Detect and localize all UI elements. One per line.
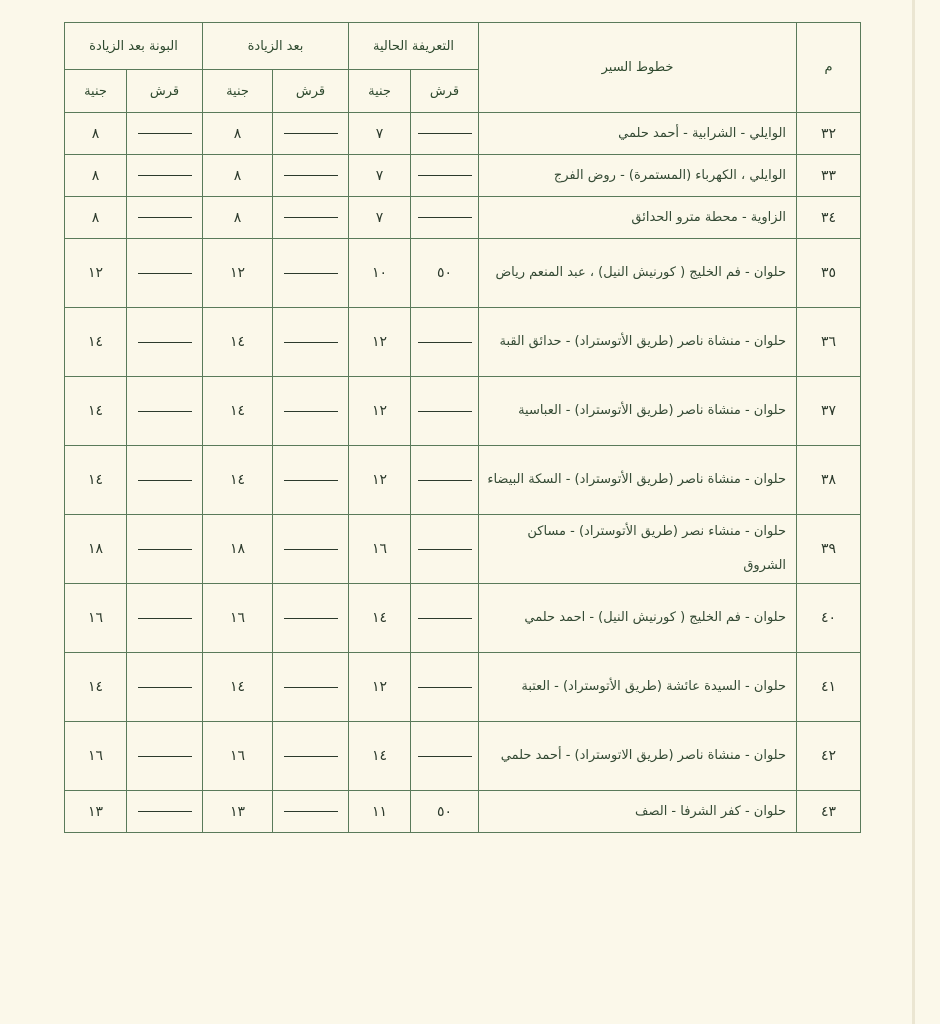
dash-icon: [418, 549, 472, 550]
dash-icon: [138, 811, 192, 812]
dash-icon: [418, 618, 472, 619]
row-serial: ٤٠: [797, 584, 861, 653]
dash-icon: [418, 756, 472, 757]
row-cur-pound: ١١: [349, 791, 411, 833]
dash-icon: [138, 217, 192, 218]
row-cur-qirsh: [411, 722, 479, 791]
table-row: [65, 155, 861, 197]
table-row: [65, 515, 861, 584]
row-cur-qirsh: [411, 584, 479, 653]
row-inc-pound: ٨: [203, 197, 273, 239]
header-increase-piaster: قرش: [273, 70, 349, 113]
row-cp-qirsh: [127, 197, 203, 239]
table-row: [65, 722, 861, 791]
row-inc-qirsh: [273, 791, 349, 833]
row-cp-pound: ١٤: [65, 377, 127, 446]
dash-icon: [284, 549, 338, 550]
dash-icon: [138, 687, 192, 688]
dash-icon: [138, 618, 192, 619]
header-row-1: [65, 23, 861, 70]
dash-icon: [284, 273, 338, 274]
row-cp-pound: ١٤: [65, 308, 127, 377]
row-route: الزاوية - محطة مترو الحدائق: [479, 197, 797, 239]
row-inc-pound: ١٦: [203, 584, 273, 653]
row-inc-pound: ١٢: [203, 239, 273, 308]
row-cp-qirsh: [127, 653, 203, 722]
header-current-piaster: قرش: [411, 70, 479, 113]
header-route: خطوط السير: [479, 23, 797, 113]
header-current-fare: التعريفة الحالية: [349, 23, 479, 70]
dash-icon: [284, 480, 338, 481]
row-cp-pound: ١٦: [65, 722, 127, 791]
dash-icon: [138, 549, 192, 550]
dash-icon: [284, 411, 338, 412]
row-serial: ٣٢: [797, 113, 861, 155]
dash-icon: [418, 480, 472, 481]
page-edge: [912, 0, 915, 1024]
row-cur-pound: ١٢: [349, 377, 411, 446]
dash-icon: [418, 217, 472, 218]
row-cur-pound: ١٠: [349, 239, 411, 308]
table-row: [65, 113, 861, 155]
row-cp-qirsh: [127, 791, 203, 833]
header-serial: م: [797, 23, 861, 113]
row-cur-qirsh: [411, 515, 479, 584]
dash-icon: [284, 756, 338, 757]
header-increase-pound: جنية: [203, 70, 273, 113]
row-cur-qirsh: [411, 113, 479, 155]
row-inc-qirsh: [273, 197, 349, 239]
table-row: [65, 308, 861, 377]
dash-icon: [138, 273, 192, 274]
row-cur-qirsh: [411, 653, 479, 722]
row-cp-pound: ١٤: [65, 446, 127, 515]
row-serial: ٣٣: [797, 155, 861, 197]
row-cur-pound: ١٤: [349, 722, 411, 791]
dash-icon: [138, 411, 192, 412]
row-cur-pound: ١٢: [349, 446, 411, 515]
row-cp-pound: ١٢: [65, 239, 127, 308]
header-after-increase: بعد الزيادة: [203, 23, 349, 70]
dash-icon: [138, 175, 192, 176]
row-cp-pound: ١٨: [65, 515, 127, 584]
row-inc-qirsh: [273, 515, 349, 584]
row-inc-pound: ١٨: [203, 515, 273, 584]
row-cur-pound: ٧: [349, 155, 411, 197]
dash-icon: [418, 342, 472, 343]
row-cp-qirsh: [127, 239, 203, 308]
table-row: [65, 653, 861, 722]
row-inc-pound: ١٤: [203, 446, 273, 515]
row-serial: ٣٩: [797, 515, 861, 584]
row-cp-pound: ١٤: [65, 653, 127, 722]
row-inc-qirsh: [273, 113, 349, 155]
row-cp-qirsh: [127, 446, 203, 515]
row-inc-pound: ١٦: [203, 722, 273, 791]
row-serial: ٣٨: [797, 446, 861, 515]
dash-icon: [138, 756, 192, 757]
row-cp-pound: ٨: [65, 113, 127, 155]
table-row: [65, 584, 861, 653]
table-row: [65, 446, 861, 515]
row-inc-pound: ٨: [203, 113, 273, 155]
dash-icon: [284, 618, 338, 619]
row-route: حلوان - السيدة عائشة (طريق الأتوستراد) - العتبة: [479, 653, 797, 722]
row-inc-qirsh: [273, 584, 349, 653]
row-cur-pound: ١٢: [349, 308, 411, 377]
row-route: حلوان - كفر الشرفا - الصف: [479, 791, 797, 833]
row-route: الوايلي - الشرابية - أحمد حلمي: [479, 113, 797, 155]
row-cur-qirsh: ٥٠: [411, 239, 479, 308]
row-cur-pound: ١٤: [349, 584, 411, 653]
row-cp-qirsh: [127, 155, 203, 197]
row-route: الوايلي ، الكهرباء (المستمرة) - روض الفرج: [479, 155, 797, 197]
row-serial: ٤٢: [797, 722, 861, 791]
dash-icon: [284, 133, 338, 134]
row-cur-pound: ١٦: [349, 515, 411, 584]
dash-icon: [418, 175, 472, 176]
table-body: [65, 113, 861, 833]
row-inc-qirsh: [273, 308, 349, 377]
row-cur-qirsh: [411, 197, 479, 239]
row-cur-pound: ١٢: [349, 653, 411, 722]
dash-icon: [284, 342, 338, 343]
row-inc-qirsh: [273, 155, 349, 197]
row-cp-qirsh: [127, 584, 203, 653]
header-coupon-piaster: قرش: [127, 70, 203, 113]
row-route: حلوان - فم الخليج ( كورنيش النيل) ، عبد المنعم رياض: [479, 239, 797, 308]
row-inc-pound: ١٤: [203, 377, 273, 446]
row-inc-pound: ١٤: [203, 308, 273, 377]
row-cp-qirsh: [127, 377, 203, 446]
row-cp-qirsh: [127, 113, 203, 155]
row-serial: ٤١: [797, 653, 861, 722]
row-cp-qirsh: [127, 308, 203, 377]
table-row: [65, 197, 861, 239]
header-coupon-after-increase: البونة بعد الزيادة: [65, 23, 203, 70]
row-route: حلوان - منشاة ناصر (طريق الأتوستراد) - السكة البيضاء: [479, 446, 797, 515]
row-cur-qirsh: [411, 155, 479, 197]
row-cp-qirsh: [127, 515, 203, 584]
table-row: [65, 377, 861, 446]
dash-icon: [138, 342, 192, 343]
row-cp-pound: ١٦: [65, 584, 127, 653]
row-route: حلوان - منشاة ناصر (طريق الأتوستراد) - العباسية: [479, 377, 797, 446]
row-inc-qirsh: [273, 722, 349, 791]
dash-icon: [138, 480, 192, 481]
table-row: [65, 791, 861, 833]
header-coupon-pound: جنية: [65, 70, 127, 113]
dash-icon: [284, 687, 338, 688]
row-cur-qirsh: ٥٠: [411, 791, 479, 833]
header-current-pound: جنية: [349, 70, 411, 113]
row-serial: ٣٤: [797, 197, 861, 239]
dash-icon: [284, 811, 338, 812]
dash-icon: [418, 411, 472, 412]
row-route: حلوان - منشاة ناصر (طريق الاتوستراد) - أحمد حلمي: [479, 722, 797, 791]
row-cur-pound: ٧: [349, 197, 411, 239]
row-route: حلوان - منشاء نصر (طريق الأتوستراد) - مساكن الشروق: [479, 515, 797, 584]
row-serial: ٣٧: [797, 377, 861, 446]
row-cur-qirsh: [411, 446, 479, 515]
row-inc-pound: ١٣: [203, 791, 273, 833]
row-cur-qirsh: [411, 377, 479, 446]
row-serial: ٣٦: [797, 308, 861, 377]
row-inc-qirsh: [273, 377, 349, 446]
row-inc-qirsh: [273, 446, 349, 515]
row-inc-qirsh: [273, 653, 349, 722]
row-route: حلوان - منشاة ناصر (طريق الأتوستراد) - حدائق القبة: [479, 308, 797, 377]
dash-icon: [284, 175, 338, 176]
fares-table: [64, 22, 861, 833]
row-route: حلوان - فم الخليج ( كورنيش النيل) - احمد حلمي: [479, 584, 797, 653]
row-serial: ٤٣: [797, 791, 861, 833]
row-cp-pound: ٨: [65, 155, 127, 197]
row-cp-qirsh: [127, 722, 203, 791]
row-inc-qirsh: [273, 239, 349, 308]
row-cur-pound: ٧: [349, 113, 411, 155]
row-cp-pound: ١٣: [65, 791, 127, 833]
row-cp-pound: ٨: [65, 197, 127, 239]
table-row: [65, 239, 861, 308]
dash-icon: [418, 687, 472, 688]
dash-icon: [138, 133, 192, 134]
dash-icon: [284, 217, 338, 218]
row-serial: ٣٥: [797, 239, 861, 308]
row-cur-qirsh: [411, 308, 479, 377]
row-inc-pound: ٨: [203, 155, 273, 197]
row-inc-pound: ١٤: [203, 653, 273, 722]
dash-icon: [418, 133, 472, 134]
